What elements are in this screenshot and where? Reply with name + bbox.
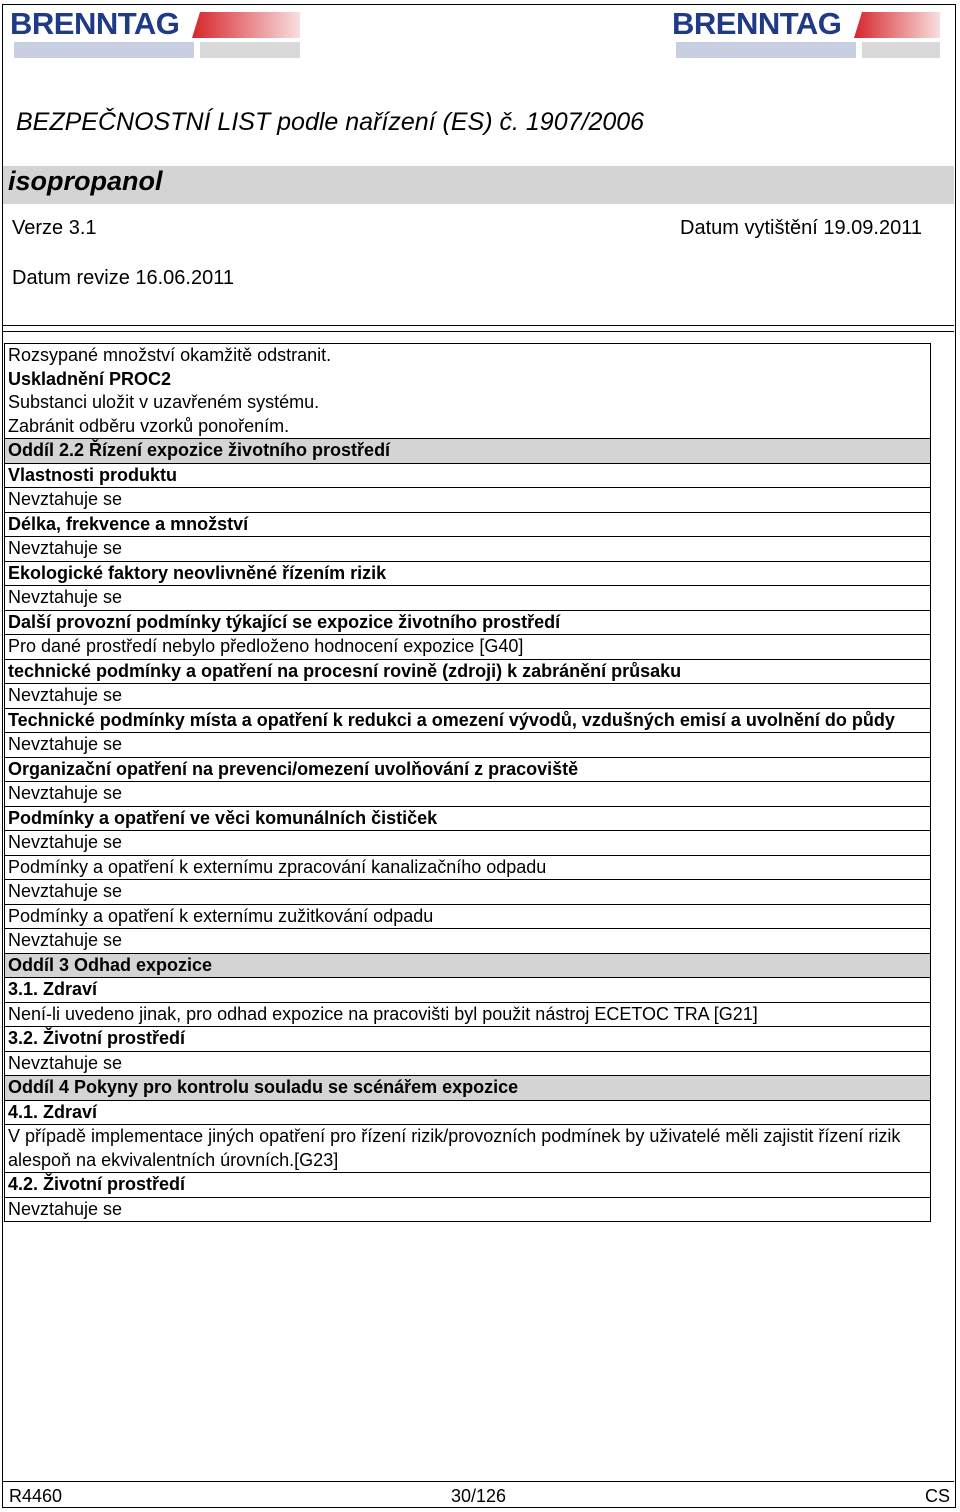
brenntag-logo-left <box>10 6 300 58</box>
document-title: BEZPEČNOSTNÍ LIST podle nařízení (ES) č. 1907/2006 <box>16 108 645 136</box>
table-row: 4.2. Životní prostředí <box>5 1173 930 1198</box>
table-row: Podmínky a opatření k externímu zpracování kanalizačního odpadu <box>5 856 930 881</box>
table-row: Nevztahuje se <box>8 1198 123 1219</box>
table-row: Organizační opatření na prevenci/omezení uvolňování z pracoviště <box>5 758 930 783</box>
logo-wordmark-right: BRENNTAG <box>672 6 842 41</box>
table-row: 3.2. Životní prostředí <box>5 1027 930 1052</box>
table-row: Nevztahuje se <box>5 586 930 611</box>
table-row: V případě implementace jiných opatření pro řízení rizik/provozních podmínek by uživatelé měli zajistit řízení rizik alespoň na ekvivalentních úrovních.[G23] <box>5 1125 930 1173</box>
table-row: Ekologické faktory neovlivněné řízením rizik <box>5 562 930 587</box>
table-row: Rozsypané množství okamžitě odstranit. <box>8 345 332 365</box>
table-row: Nevztahuje se <box>5 782 930 807</box>
table-row: Nevztahuje se <box>5 1052 930 1077</box>
table-row: Nevztahuje se <box>5 684 930 709</box>
table-row: technické podmínky a opatření na procesní rovině (zdroji) k zabránění průsaku <box>5 660 930 685</box>
table-row: Zabránit odběru vzorků ponořením. <box>5 415 930 440</box>
table-row: Nevztahuje se <box>5 831 930 856</box>
header-divider <box>3 325 954 326</box>
page-footer <box>3 1481 954 1508</box>
table-row: Vlastnosti produktu <box>5 464 930 489</box>
section-heading-row: Oddíl 3 Odhad expozice <box>5 954 930 979</box>
table-row: Nevztahuje se <box>5 488 930 513</box>
document-code: R4460 <box>9 1486 63 1506</box>
page-number: 30/126 <box>451 1486 507 1506</box>
table-row: Další provozní podmínky týkající se expozice životního prostředí <box>5 611 930 636</box>
version-label: Verze 3.1 <box>12 217 97 239</box>
header-divider-2 <box>3 331 954 332</box>
table-row: Délka, frekvence a množství <box>5 513 930 538</box>
table-row: Uskladnění PROC2 <box>8 368 172 389</box>
table-row: Není-li uvedeno jinak, pro odhad expozice na pracovišti byl použit nástroj ECETOC TRA [G21] <box>5 1003 930 1028</box>
table-row: Nevztahuje se <box>5 929 930 954</box>
table-row: Nevztahuje se <box>5 733 930 758</box>
brenntag-logo-right <box>672 6 960 58</box>
section-heading-row: Oddíl 2.2 Řízení expozice životního prostředí <box>5 439 930 464</box>
table-row: 4.1. Zdraví <box>5 1101 930 1126</box>
product-name: isopropanol <box>8 166 163 196</box>
section-heading-row: Oddíl 4 Pokyny pro kontrolu souladu se scénářem expozice <box>5 1076 930 1101</box>
language-code: CS <box>924 1486 950 1506</box>
table-row: Nevztahuje se <box>5 880 930 905</box>
exposure-scenario-table <box>4 343 931 1222</box>
table-row: Technické podmínky místa a opatření k redukci a omezení vývodů, vzdušných emisí a uvolnění do půdy <box>5 709 930 734</box>
print-date: Datum vytištění 19.09.2011 <box>680 217 922 239</box>
table-row: 3.1. Zdraví <box>5 978 930 1003</box>
table-row: Podmínky a opatření k externímu zužitkování odpadu <box>5 905 930 930</box>
revision-date: Datum revize 16.06.2011 <box>12 267 234 289</box>
table-row: Nevztahuje se <box>5 537 930 562</box>
table-row: Pro dané prostředí nebylo předloženo hodnocení expozice [G40] <box>5 635 930 660</box>
logo-wordmark-left: BRENNTAG <box>10 6 180 41</box>
table-row: Podmínky a opatření ve věci komunálních čističek <box>5 807 930 832</box>
table-row: Substanci uložit v uzavřeném systému. <box>8 392 320 412</box>
